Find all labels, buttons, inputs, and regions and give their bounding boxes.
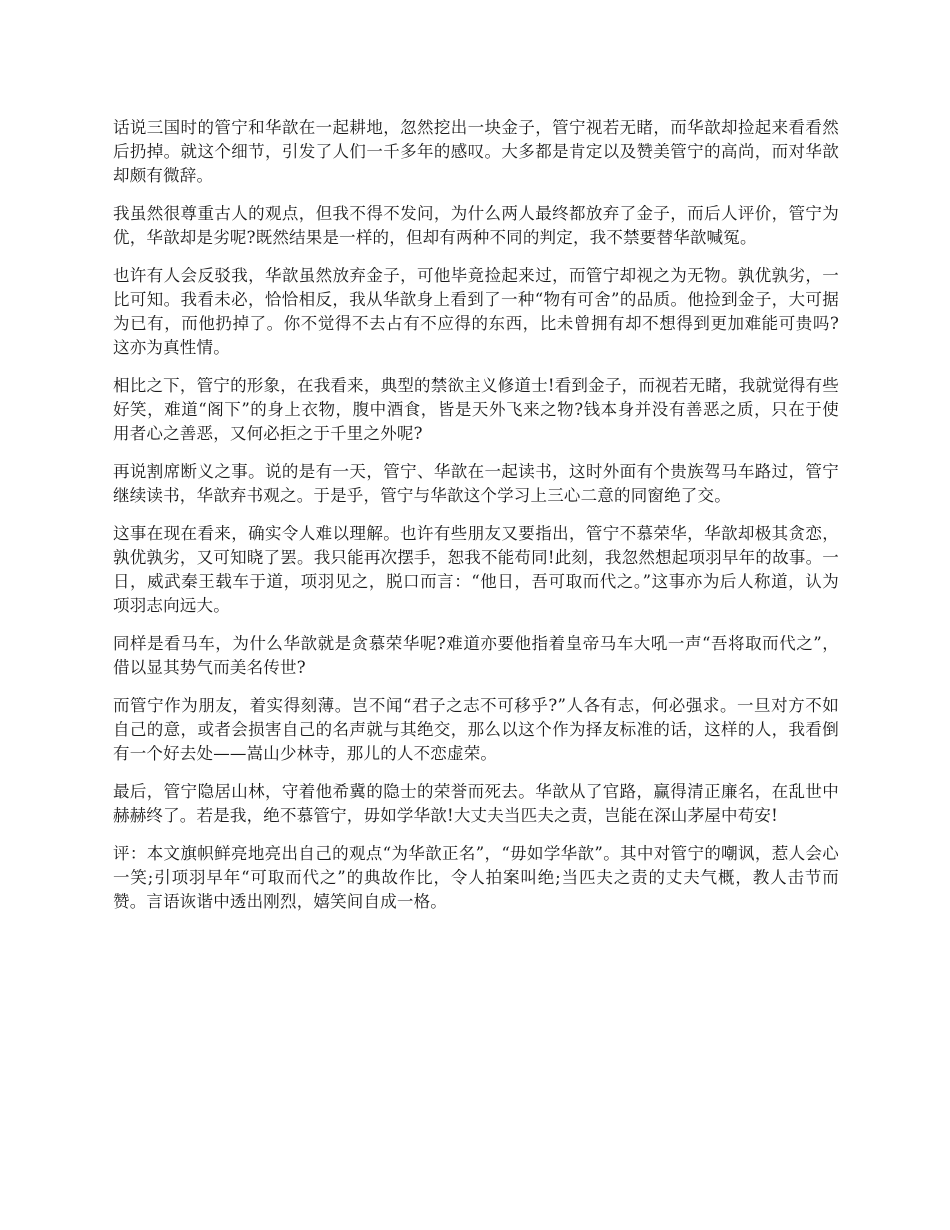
paragraph-6: 这事在现在看来，确实令人难以理解。也许有些朋友又要指出，管宁不慕荣华，华歆却极其贪恋，孰优孰劣，又可知晓了罢。我只能再次摆手，恕我不能苟同!此刻，我忽然想起项羽早年的故事。一日，威武秦王载车于道，项羽见之，脱口而言：“他日，吾可取而代之。”这事亦为后人称道，认为项羽志向远大。: [113, 524, 839, 615]
paragraph-4: 相比之下，管宁的形象，在我看来，典型的禁欲主义修道士!看到金子，而视若无睹，我就觉得有些好笑，难道“阁下”的身上衣物，腹中酒食，皆是天外飞来之物?钱本身并没有善恶之质，只在于使用者心之善恶，又何必拒之于千里之外呢?: [113, 376, 839, 443]
document-body: [113, 116, 839, 928]
paragraph-commentary: 评：本文旗帜鲜亮地亮出自己的观点“为华歆正名”，“毋如学华歆”。其中对管宁的嘲讽，惹人会心一笑;引项羽早年“可取而代之”的典故作比，令人拍案叫绝;当匹夫之责的丈夫气概，教人击节而赞。言语诙谐中透出刚烈，嬉笑间自成一格。: [113, 844, 839, 911]
paragraph-8: 而管宁作为朋友，着实得刻薄。岂不闻“君子之志不可移乎?”人各有志，何必强求。一旦对方不如自己的意，或者会损害自己的名声就与其绝交，那么以这个作为择友标准的话，这样的人，我看倒有一个好去处——嵩山少林寺，那儿的人不恋虚荣。: [113, 696, 839, 763]
paragraph-7: 同样是看马车，为什么华歆就是贪慕荣华呢?难道亦要他指着皇帝马车大吼一声“吾将取而代之”，借以显其势气而美名传世?: [113, 634, 839, 677]
paragraph-1: 话说三国时的管宁和华歆在一起耕地，忽然挖出一块金子，管宁视若无睹，而华歆却捡起来看看然后扔掉。就这个细节，引发了人们一千多年的感叹。大多都是肯定以及赞美管宁的高尚，而对华歆却颇有微辞。: [113, 118, 839, 185]
paragraph-5: 再说割席断义之事。说的是有一天，管宁、华歆在一起读书，这时外面有个贵族驾马车路过，管宁继续读书，华歆弃书观之。于是乎，管宁与华歆这个学习上三心二意的同窗绝了交。: [113, 462, 839, 505]
paragraph-3: 也许有人会反驳我，华歆虽然放弃金子，可他毕竟捡起来过，而管宁却视之为无物。孰优孰劣，一比可知。我看未必，恰恰相反，我从华歆身上看到了一种“物有可舍”的品质。他捡到金子，大可据为已有，而他扔掉了。你不觉得不去占有不应得的东西，比未曾拥有却不想得到更加难能可贵吗?这亦为真性情。: [113, 266, 839, 357]
paragraph-2: 我虽然很尊重古人的观点，但我不得不发问，为什么两人最终都放弃了金子，而后人评价，管宁为优，华歆却是劣呢?既然结果是一样的，但却有两种不同的判定，我不禁要替华歆喊冤。: [113, 204, 839, 247]
paragraph-9: 最后，管宁隐居山林，守着他希冀的隐士的荣誉而死去。华歆从了官路，赢得清正廉名，在乱世中赫赫终了。若是我，绝不慕管宁，毋如学华歆!大丈夫当匹夫之责，岂能在深山茅屋中苟安!: [113, 782, 839, 825]
